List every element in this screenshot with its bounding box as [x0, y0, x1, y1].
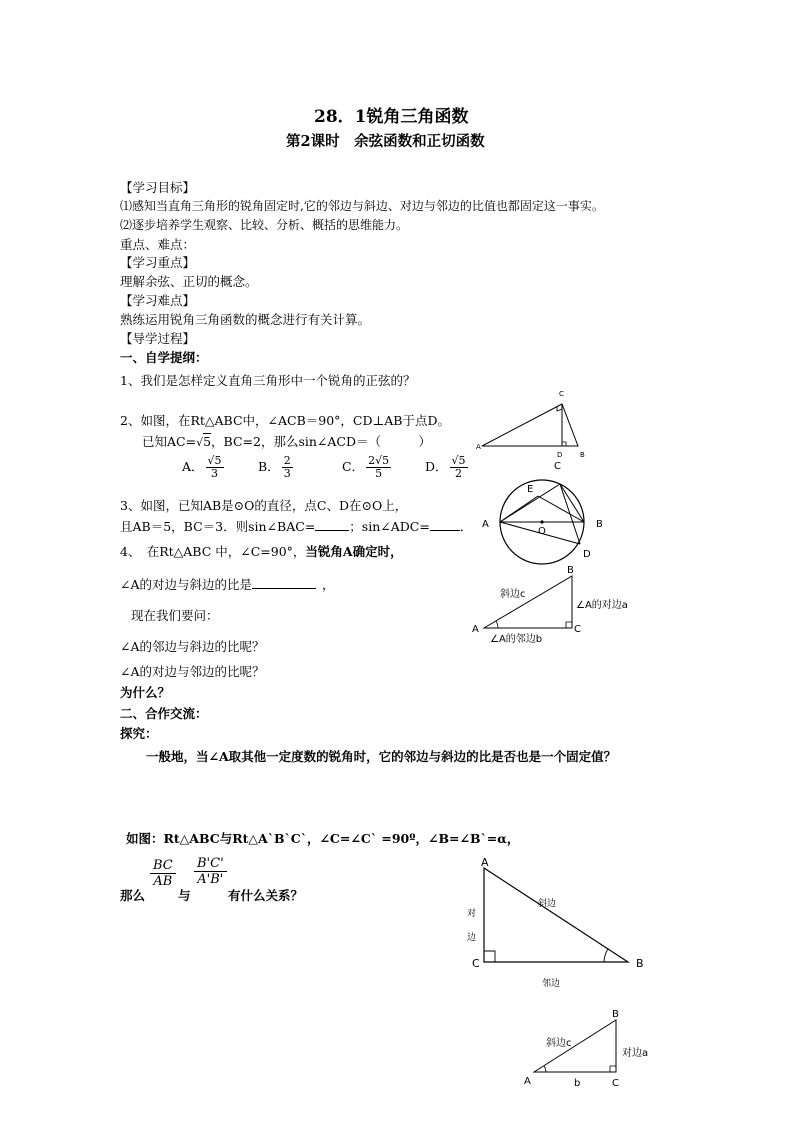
label-o: O — [538, 526, 546, 537]
question-2-line2: 已知AC=√5，BC=2，那么sin∠ACD＝（ ） — [142, 434, 432, 449]
page-subtitle: 第2课时 余弦函数和正切函数 — [286, 133, 485, 150]
opposite-label-1: 对 — [467, 909, 477, 919]
relation-prefix: 那么 — [120, 888, 146, 903]
label-a: A — [472, 624, 479, 635]
page-title: 28．1锐角三角函数 — [314, 107, 469, 127]
triangle-abc — [484, 868, 628, 962]
label-a: A — [524, 1076, 531, 1087]
label-b: B — [636, 957, 644, 970]
label-d: D — [583, 549, 591, 560]
option-c: C． $\frac{2√5}{5}$ — [342, 454, 390, 480]
option-b: B． $\frac{2}{3}$ — [258, 454, 291, 480]
question-4-line1: 4、 在Rt△ABC 中，∠C=90°，当锐角A确定时， — [120, 544, 403, 559]
explore-label: 探究： — [120, 726, 158, 741]
option-d: D． $\frac{√5}{2}$ — [425, 454, 466, 480]
label-c: C — [612, 1078, 619, 1089]
option-a: A． $\frac{√5}{3}$ — [182, 454, 222, 480]
key-heading: 【学习重点】 — [120, 255, 196, 270]
question-4-opposite: ∠A的对边与邻边的比呢？ — [120, 664, 265, 679]
key-difficult-label: 重点、难点： — [120, 237, 196, 252]
opposite-label: 对边a — [622, 1048, 649, 1059]
why-label: 为什么？ — [120, 685, 171, 700]
label-d: D — [557, 451, 563, 459]
adjacent-label: b — [574, 1078, 581, 1089]
difficult-heading: 【学习难点】 — [120, 293, 196, 308]
objectives-heading: 【学习目标】 — [120, 180, 196, 195]
part2-heading: 二、合作交流： — [120, 706, 208, 721]
triangle-abc — [484, 576, 572, 628]
opposite-label-2: 边 — [467, 933, 477, 943]
label-a: A — [481, 856, 489, 869]
adjacent-label: ∠A的邻边b — [490, 634, 543, 645]
label-b: B — [612, 1009, 619, 1020]
question-4-now: 现在我们要问： — [131, 608, 219, 623]
opposite-label: ∠A的对边a — [576, 600, 628, 611]
figure-triangle-labeled — [468, 562, 658, 650]
figure-large-triangle — [456, 852, 656, 992]
question-4-line2: ∠A的对边与斜边的比是 ， — [120, 577, 335, 592]
label-b: B — [567, 565, 574, 576]
question-1: 1、我们是怎样定义直角三角形中一个锐角的正弦的？ — [120, 373, 416, 388]
answer-blank-sin-bac[interactable] — [315, 530, 349, 531]
label-c: C — [472, 957, 480, 970]
hypotenuse-label: 斜边c — [546, 1038, 572, 1049]
question-2-line1: 2、如图，在Rt△ABC中，∠ACB＝90°，CD⊥AB于点D。 — [120, 413, 450, 428]
hypotenuse-label: 斜边c — [500, 589, 526, 600]
label-a: A — [482, 519, 489, 530]
fraction-bc-ab: BC AB — [150, 858, 176, 889]
figure-triangle-altitude — [474, 386, 594, 462]
figure-small-triangle — [518, 1004, 668, 1098]
figure-description: 如图：Rt△ABC与Rt△A`B`C`，∠C=∠C` =90º，∠B=∠B`=α， — [126, 831, 520, 846]
label-b: B — [580, 451, 585, 459]
relation-and: 与 — [178, 888, 191, 903]
hypotenuse-label: 斜边 — [538, 899, 557, 909]
label-e: E — [527, 484, 534, 495]
difficult-text: 熟练运用锐角三角函数的概念进行有关计算。 — [120, 312, 371, 327]
objective-2: ⑵逐步培养学生观察、比较、分析、概括的思维能力。 — [120, 218, 409, 232]
answer-blank-ratio[interactable] — [252, 588, 316, 589]
figure-circle — [476, 456, 616, 566]
objective-1: ⑴感知当直角三角形的锐角固定时,它的邻边与斜边、对边与邻边的比值也都固定这一事实。 — [120, 199, 604, 213]
relation-question: 有什么关系？ — [228, 888, 304, 903]
key-text: 理解余弦、正切的概念。 — [120, 274, 258, 289]
label-b: B — [596, 519, 603, 530]
label-c: C — [574, 624, 581, 635]
fraction-bc-ab-prime: B'C' A'B' — [194, 856, 227, 887]
triangle-abc — [482, 404, 578, 446]
process-heading: 【导学过程】 — [120, 331, 196, 346]
adjacent-label: 邻边 — [542, 979, 561, 989]
question-3-line1: 3、如图，已知AB是⊙O的直径，点C、D在⊙O上， — [120, 498, 408, 513]
label-a: A — [476, 443, 481, 451]
label-c: C — [559, 390, 564, 398]
explore-text: 一般地，当∠A取其他一定度数的锐角时，它的邻边与斜边的比是否也是一个固定值？ — [146, 749, 617, 764]
question-4-adjacent: ∠A的邻边与斜边的比呢？ — [120, 639, 265, 654]
label-c: C — [554, 461, 561, 472]
part1-heading: 一、自学提纲： — [120, 350, 208, 365]
answer-blank-sin-adc[interactable] — [430, 530, 460, 531]
question-3-line2: 且AB＝5，BC＝3．则sin∠BAC= ；sin∠ADC= ． — [120, 519, 473, 534]
